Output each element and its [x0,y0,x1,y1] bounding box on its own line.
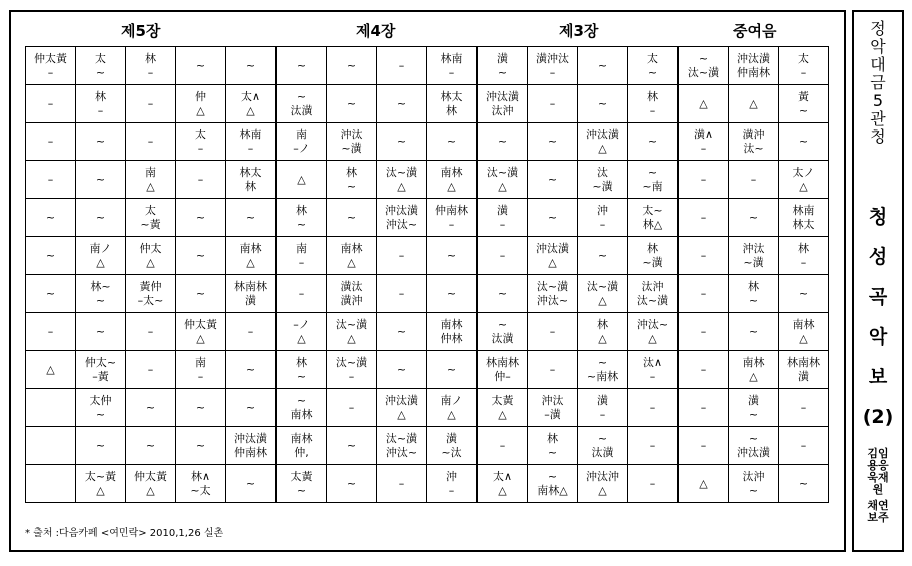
grid-row [26,85,829,123]
section-header-coda: 중여음 [733,22,777,40]
notation-cell: 南林 △ [327,237,377,275]
notation-cell: ~ [628,123,679,161]
section-header-5: 제5장 [121,22,161,40]
notation-cell: ~ [578,237,628,275]
notation-cell: 林 – [628,85,679,123]
notation-cell: ~ [477,123,528,161]
notation-cell: – [678,351,729,389]
notation-cell: 南林 △ [427,161,478,199]
notation-cell: ~ [779,123,829,161]
notation-cell: ~ [528,123,578,161]
notation-cell: ~ [377,85,427,123]
notation-cell: 沖汰潢 汰沖 [477,85,528,123]
grid-row [26,237,829,275]
notation-cell: ~ [176,275,226,313]
notation-cell: 汰 ~潢 [578,161,628,199]
notation-cell: 潢 – [578,389,628,427]
grid-row [26,389,829,427]
notation-cell: 林 ~ [327,161,377,199]
notation-cell: ~ [427,123,478,161]
notation-cell: – [528,85,578,123]
notation-cell: ~ 南林△ [528,465,578,503]
notation-cell: ~ 汰潢 [578,427,628,465]
notation-cell: ~ [76,199,126,237]
notation-cell: – [327,389,377,427]
notation-cell: – [176,161,226,199]
notation-cell: 太 ~ [628,47,679,85]
notation-cell: ~ [729,199,779,237]
notation-cell: – [628,389,679,427]
notation-cell: – [729,161,779,199]
notation-cell: ~ [327,465,377,503]
notation-cell: ~ [427,351,478,389]
notation-cell: 太~ 林△ [628,199,679,237]
notation-cell: – [126,313,176,351]
notation-cell: ~ [176,237,226,275]
notation-cell: △ [678,465,729,503]
notation-cell: △ [729,85,779,123]
notation-cell: 汰~潢 △ [377,161,427,199]
notation-cell: 黃仲 –太~ [126,275,176,313]
notation-cell: 沖汰 ~潢 [729,237,779,275]
notation-cell: 太黃 △ [477,389,528,427]
grid-row [26,275,829,313]
notation-cell: 林南 – [427,47,478,85]
notation-cell: ~ [176,199,226,237]
notation-cell: 汰~潢 △ [477,161,528,199]
notation-cell: ~ [327,199,377,237]
notation-cell: ~ [76,313,126,351]
notation-cell: 汰~潢 △ [327,313,377,351]
notation-cell: 沖汰 ~潢 [327,123,377,161]
notation-cell: ~ ~南 [628,161,679,199]
notation-cell: – [678,199,729,237]
grid-row [26,199,829,237]
notation-cell: 太 ~黃 [126,199,176,237]
notation-cell: ~ 沖汰潢 [729,427,779,465]
notation-cell: 南 △ [126,161,176,199]
notation-cell: 仲太黃 △ [176,313,226,351]
notation-cell: 南ノ △ [427,389,478,427]
notation-cell: 林 – [76,85,126,123]
notation-cell: 潢沖 汰~ [729,123,779,161]
notation-cell: ~ [26,199,76,237]
notation-cell: – [377,275,427,313]
notation-cell: 林 – [779,237,829,275]
notation-cell: ~ [276,47,327,85]
notation-cell: – [26,313,76,351]
notation-cell: ~ [327,47,377,85]
notation-cell: 沖汰潢 仲南林 [226,427,277,465]
notation-cell: ~ [578,47,628,85]
notation-cell: 太~黃 △ [76,465,126,503]
notation-cell: 南林 仲, [276,427,327,465]
notation-cell: 仲 △ [176,85,226,123]
notation-cell: 汰~潢 沖汰~ [528,275,578,313]
notation-cell [26,389,76,427]
notation-cell: ~ [528,161,578,199]
notation-cell: – [678,275,729,313]
notation-cell: – [477,427,528,465]
section-headers [11,12,844,46]
notation-cell: 林 ~潢 [628,237,679,275]
notation-cell: 黃 ~ [779,85,829,123]
notation-cell: 林~ ~ [76,275,126,313]
notation-cell: 潢 – [477,199,528,237]
notation-cell: – [26,123,76,161]
notation-cell: ~ [779,275,829,313]
notation-cell: – [528,313,578,351]
notation-cell: 林∧ ~太 [176,465,226,503]
notation-cell: ~ [226,47,277,85]
grid-row [26,47,829,85]
notation-cell: 沖 – [427,465,478,503]
notation-cell: ~ [126,389,176,427]
notation-cell: – [276,275,327,313]
notation-cell: 潢汰 潢沖 [327,275,377,313]
notation-cell: 汰~潢 沖汰~ [377,427,427,465]
notation-cell: ~ [377,123,427,161]
notation-cell: 林 ~ [729,275,779,313]
notation-cell: 汰沖 汰~潢 [628,275,679,313]
sidebar-instrument: 정 악 대 금 5 관 청 [870,19,886,146]
notation-cell: ~ [578,85,628,123]
sidebar-title: 청 성 곡 악 보 (2) [862,206,894,428]
notation-cell: ~ [226,389,277,427]
notation-cell: 南林 △ [226,237,277,275]
notation-cell: 太ノ △ [779,161,829,199]
notation-cell: 潢 ~汰 [427,427,478,465]
notation-cell: 潢沖汰 – [528,47,578,85]
notation-cell: 林太 林 [226,161,277,199]
notation-cell: ~ [226,351,277,389]
notation-cell: 仲太 △ [126,237,176,275]
grid-row [26,465,829,503]
notation-cell: – [126,123,176,161]
grid-row [26,161,829,199]
notation-cell: –ノ △ [276,313,327,351]
sidebar-credit-notation: 채연 보주 [867,499,889,524]
notation-cell: ~ 汰潢 [276,85,327,123]
notation-cell: 林 △ [578,313,628,351]
notation-cell: 林南 – [226,123,277,161]
notation-cell: 南 – [276,237,327,275]
notation-cell: ~ 汰潢 [477,313,528,351]
notation-cell: 林南林 潢 [226,275,277,313]
notation-cell: 仲太黃 △ [126,465,176,503]
notation-cell: 汰~潢 △ [578,275,628,313]
notation-cell: 太 – [779,47,829,85]
notation-cell: 林 ~ [528,427,578,465]
notation-cell: 林太 林 [427,85,478,123]
notation-cell: ~ [126,427,176,465]
notation-cell: 沖汰沖 △ [578,465,628,503]
notation-cell: – [678,389,729,427]
notation-cell: 仲太~ –黃 [76,351,126,389]
notation-cell: – [678,161,729,199]
notation-cell: △ [678,85,729,123]
notation-cell: 南 –ノ [276,123,327,161]
notation-cell: ~ [76,427,126,465]
notation-grid [25,46,829,503]
notation-cell: 林南 林太 [779,199,829,237]
notation-cell: ~ [176,47,226,85]
notation-cell: ~ [427,275,478,313]
notation-cell: ~ [779,465,829,503]
notation-cell: – [126,85,176,123]
score-sheet [9,10,846,552]
notation-cell: 仲南林 – [427,199,478,237]
grid-row [26,313,829,351]
notation-cell: 太∧ △ [226,85,277,123]
notation-cell: ~ [528,199,578,237]
notation-cell: – [477,237,528,275]
notation-cell: 太黃 ~ [276,465,327,503]
notation-cell: 沖汰潢 沖汰~ [377,199,427,237]
notation-cell: 沖汰潢 △ [528,237,578,275]
notation-cell: 沖汰潢 仲南林 [729,47,779,85]
notation-cell: 沖汰 –潢 [528,389,578,427]
source-note: * 출처 :다음카페 <여민락> 2010,1,26 실촌 [25,528,224,539]
notation-cell: – [226,313,277,351]
notation-cell: – [126,351,176,389]
notation-cell: – [528,351,578,389]
notation-cell: – [377,237,427,275]
notation-cell: ~ [176,389,226,427]
notation-cell: – [26,161,76,199]
notation-cell: ~ [477,275,528,313]
notation-cell: 林南林 仲– [477,351,528,389]
notation-cell: 汰~潢 – [327,351,377,389]
notation-cell: △ [26,351,76,389]
notation-cell: ~ [729,313,779,351]
notation-cell: ~ [226,199,277,237]
section-header-3: 제3장 [559,22,599,40]
notation-cell: ~ [26,275,76,313]
grid-row [26,351,829,389]
grid-row [26,427,829,465]
notation-cell: 南林 仲林 [427,313,478,351]
notation-cell: ~ 南林 [276,389,327,427]
notation-cell [26,427,76,465]
notation-cell: 林南林 潢 [779,351,829,389]
notation-cell: 沖汰潢 △ [377,389,427,427]
notation-cell: ~ [26,237,76,275]
notation-cell: 林 – [126,47,176,85]
notation-cell: 林 ~ [276,199,327,237]
notation-cell: – [779,389,829,427]
notation-cell: ~ [377,313,427,351]
notation-cell: ~ [76,161,126,199]
sidebar-credit-transcribers: 김임 용응 욱재 원 [867,447,889,496]
notation-cell: ~ [327,427,377,465]
notation-cell: ~ [226,465,277,503]
notation-cell: ~ [427,237,478,275]
notation-cell: ~ 汰~潢 [678,47,729,85]
notation-cell: 沖 – [578,199,628,237]
notation-cell: ~ [327,85,377,123]
notation-cell: 潢 ~ [729,389,779,427]
notation-cell: – [377,465,427,503]
notation-cell: 沖汰潢 △ [578,123,628,161]
notation-cell: △ [276,161,327,199]
notation-cell: ~ ~南林 [578,351,628,389]
notation-cell: ~ [377,351,427,389]
grid-row [26,123,829,161]
notation-cell: 南ノ △ [76,237,126,275]
notation-cell: ~ [176,427,226,465]
notation-cell: – [377,47,427,85]
notation-cell [26,465,76,503]
notation-cell: 仲太黃 – [26,47,76,85]
notation-cell: 太仲 ~ [76,389,126,427]
title-sidebar [852,10,904,552]
notation-cell: – [779,427,829,465]
notation-cell: 南 – [176,351,226,389]
notation-cell: – [26,85,76,123]
notation-cell: 太∧ △ [477,465,528,503]
notation-cell: 南林 △ [729,351,779,389]
notation-cell: 潢 ~ [477,47,528,85]
notation-cell: 太 ~ [76,47,126,85]
notation-cell: ~ [76,123,126,161]
notation-cell: – [678,427,729,465]
notation-cell: 太 – [176,123,226,161]
notation-cell: 沖汰~ △ [628,313,679,351]
notation-cell: – [678,237,729,275]
notation-cell: – [628,427,679,465]
notation-cell: 林 ~ [276,351,327,389]
notation-cell: – [678,313,729,351]
notation-cell: 潢∧ – [678,123,729,161]
notation-cell: 汰∧ – [628,351,679,389]
notation-cell: 汰沖 ~ [729,465,779,503]
section-header-4: 제4장 [356,22,396,40]
notation-cell: 南林 △ [779,313,829,351]
notation-cell: – [628,465,679,503]
